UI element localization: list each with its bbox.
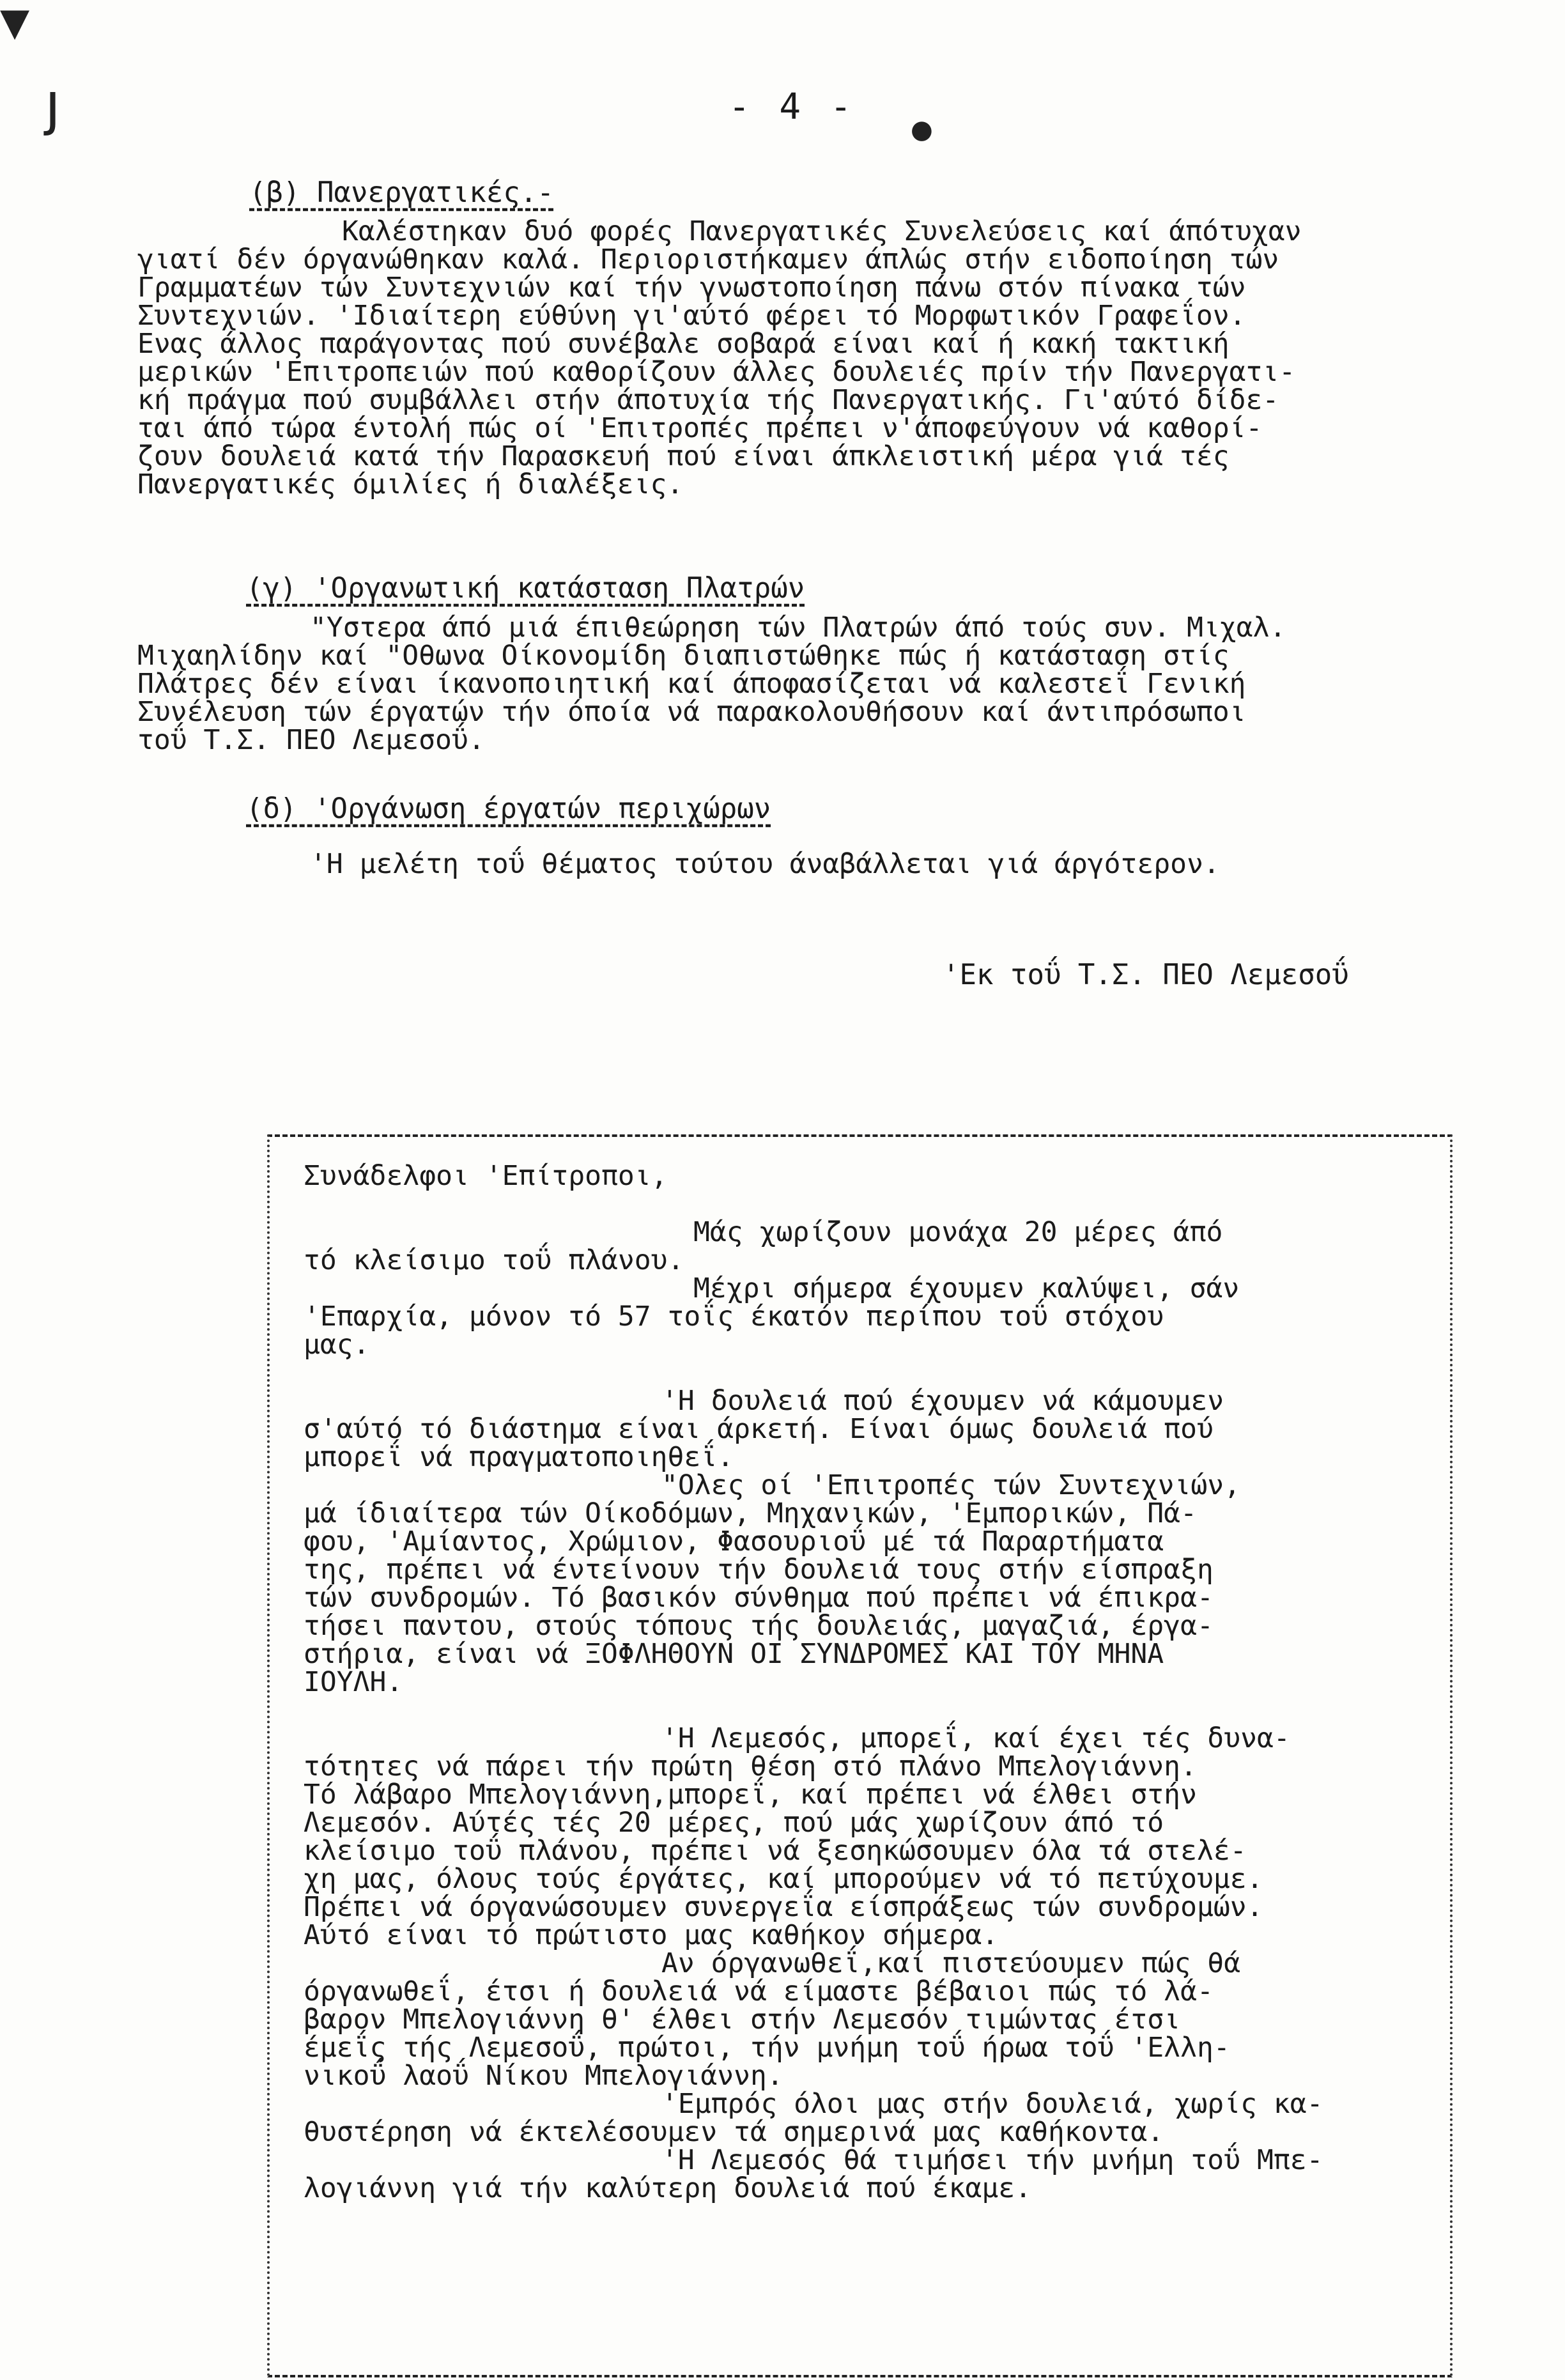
text-line: ται άπό τώρα έντολή πώς οί 'Επιτροπές πρέπει ν'άποφεύγουν νά καθορί- (137, 412, 1263, 444)
section-heading-c: (γ) 'Οργανωτική κατάσταση Πλατρών (246, 572, 805, 605)
section-heading-b: (β) Πανεργατικές.- (249, 176, 554, 209)
text-line: στήρια, είναι νά ΞΟΦΛΗΘΟΥΝ ΟΙ ΣΥΝΔΡΟΜΕΣ ΚΑΙ ΤΟΥ ΜΗΝΑ (304, 1638, 1164, 1670)
text-line: Μιχαηλίδην καί "Οθωνα Οίκονομίδη διαπιστώθηκε πώς ή κατάσταση στίς (137, 640, 1230, 672)
text-line: Πλάτρες δέν είναι ίκανοποιητική καί άποφασίζεται νά καλεστεΐ Γενική (137, 668, 1246, 700)
text-line: Καλέστηκαν δυό φορές Πανεργατικές Συνελεύσεις καί άπότυχαν (342, 215, 1302, 247)
section-d-paragraph (137, 850, 1220, 878)
text-line: γιατί δέν όργανώθηκαν καλά. Περιοριστήκαμεν άπλώς στήν ειδοποίηση τών (137, 243, 1279, 275)
section-c-paragraph (137, 614, 1286, 754)
text-line: θυστέρηση νά έκτελέσουμεν τά σημερινά μας καθήκοντα. (304, 2116, 1164, 2148)
text-line: κλείσιμο τοΰ πλάνου, πρέπει νά ξεσηκώσουμεν όλα τά στελέ- (304, 1835, 1247, 1867)
notice-text (304, 1162, 1323, 2202)
text-line: 'Η δουλειά πού έχουμεν νά κάμουμεν (661, 1385, 1224, 1417)
text-line: ΙΟΥΛΗ. (304, 1666, 403, 1698)
text-line: νικοΰ λαοΰ Νίκου Μπελογιάννη. (304, 2060, 783, 2092)
text-line: της, πρέπει νά έντείνουν τήν δουλειά τους στήν είσπραξη (304, 1554, 1214, 1586)
text-line: Γραμματέων τών Συντεχνιών καί τήν γνωστοποίηση πάνω στόν πίνακα τών (137, 272, 1246, 304)
text-line: Αν όργανωθεΐ,καί πιστεύουμεν πώς θά (661, 1947, 1241, 1979)
text-line: τών συνδρομών. Τό βασικόν σύνθημα πού πρέπει νά έπικρα- (304, 1582, 1214, 1614)
notice-salutation: Συνάδελφοι 'Επίτροποι, (304, 1160, 668, 1192)
text-line: Τό λάβαρο Μπελογιάννη,μπορεΐ, καί πρέπει νά έλθει στήν (304, 1779, 1197, 1811)
text-line: ζουν δουλειά κατά τήν Παρασκευή πού είναι άπκλειστική μέρα γιά τές (137, 440, 1230, 472)
text-line: Ενας άλλος παράγοντας πού συνέβαλε σοβαρά είναι καί ή κακή τακτική (137, 328, 1230, 360)
text-line: βαρον Μπελογιάννη θ' έλθει στήν Λεμεσόν τιμώντας έτσι (304, 2004, 1181, 2036)
scan-artifact-mark: ● (911, 115, 933, 144)
text-line: χη μας, όλους τούς έργάτες, καί μπορούμεν νά τό πετύχουμε. (304, 1863, 1263, 1895)
section-heading-d: (δ) 'Οργάνωση έργατών περιχώρων (246, 792, 771, 825)
text-line: Συνέλευση τών έργατών τήν όποία νά παρακολουθήσουν καί άντιπρόσωποι (137, 696, 1246, 728)
text-line: όργανωθεΐ, έτσι ή δουλειά νά είμαστε βέβαιοι πώς τό λά- (304, 1975, 1214, 2007)
text-line: λογιάννη γιά τήν καλύτερη δουλειά πού έκαμε. (304, 2172, 1032, 2204)
text-line: Συντεχνιών. 'Ιδιαίτερη εύθύνη γι'αύτό φέρει τό Μορφωτικόν Γραφεΐον. (137, 300, 1246, 332)
text-line: σ'αύτό τό διάστημα είναι άρκετή. Είναι όμως δουλειά πού (304, 1413, 1214, 1445)
text-line: "Υστερα άπό μιά έπιθεώρηση τών Πλατρών άπό τούς συν. Μιχαλ. (310, 612, 1286, 644)
signature: 'Εκ τοΰ Τ.Σ. ΠΕΟ Λεμεσοΰ (943, 959, 1349, 991)
text-line: 'Η Λεμεσός, μπορεΐ, καί έχει τές δυνα- (661, 1722, 1290, 1754)
section-b-paragraph (137, 217, 1302, 498)
text-line: Πανεργατικές όμιλίες ή διαλέξεις. (137, 468, 684, 500)
text-line: Λεμεσόν. Αύτές τές 20 μέρες, πού μάς χωρίζουν άπό τό (304, 1807, 1164, 1839)
text-line: 'Η Λεμεσός θά τιμήσει τήν μνήμη τοΰ Μπε- (661, 2144, 1323, 2176)
text-line: τήσει παντου, στούς τόπους τής δουλειάς, μαγαζιά, έργα- (304, 1610, 1214, 1642)
text-line: 'Επαρχία, μόνον τό 57 τοΐς έκατόν περίπου τοΰ στόχου (304, 1301, 1164, 1333)
text-line: μά ίδιαίτερα τών Οίκοδόμων, Μηχανικών, 'Εμπορικών, Πά- (304, 1497, 1197, 1529)
text-line: Πρέπει νά όργανώσουμεν συνεργεΐα είσπράξεως τών συνδρομών. (304, 1891, 1263, 1923)
page-number: - 4 - (729, 86, 856, 128)
text-line: 'Η μελέτη τοΰ θέματος τούτου άναβάλλεται γιά άργότερον. (310, 848, 1220, 880)
text-line: κή πράγμα πού συμβάλλει στήν άποτυχία τής Πανεργατικής. Γι'αύτό δίδε- (137, 384, 1279, 416)
text-line: μας. (304, 1329, 370, 1361)
text-line: Μάς χωρίζουν μονάχα 20 μέρες άπό (693, 1216, 1223, 1248)
text-line: Αύτό είναι τό πρώτιστο μας καθήκον σήμερα. (304, 1919, 999, 1951)
text-line: τό κλείσιμο τοΰ πλάνου. (304, 1244, 684, 1276)
scan-artifact-mark: ȷ (45, 70, 61, 137)
text-line: 'Εμπρός όλοι μας στήν δουλειά, χωρίς κα- (661, 2088, 1323, 2120)
text-line: τότητες νά πάρει τήν πρώτη θέση στό πλάνο Μπελογιάννη. (304, 1750, 1197, 1782)
text-line: μερικών 'Επιτροπειών πού καθορίζουν άλλες δουλειές πρίν τήν Πανεργατι- (137, 356, 1296, 388)
text-line: έμεΐς τής Λεμεσοΰ, πρώτοι, τήν μνήμη τοΰ ήρωα τοΰ 'Ελλη- (304, 2032, 1230, 2064)
text-line: μπορεΐ νά πραγματοποιηθεΐ. (304, 1441, 734, 1473)
text-line: φου, 'Αμίαντος, Χρώμιον, Φασουριοΰ μέ τά Παραρτήματα (304, 1526, 1164, 1557)
text-line: "Ολες οί 'Επιτροπές τών Συντεχνιών, (661, 1469, 1241, 1501)
text-line: τοΰ Τ.Σ. ΠΕΟ Λεμεσοΰ. (137, 724, 485, 756)
text-line: Μέχρι σήμερα έχουμεν καλύψει, σάν (693, 1272, 1240, 1304)
scan-artifact-mark: ▼ (0, 0, 30, 45)
